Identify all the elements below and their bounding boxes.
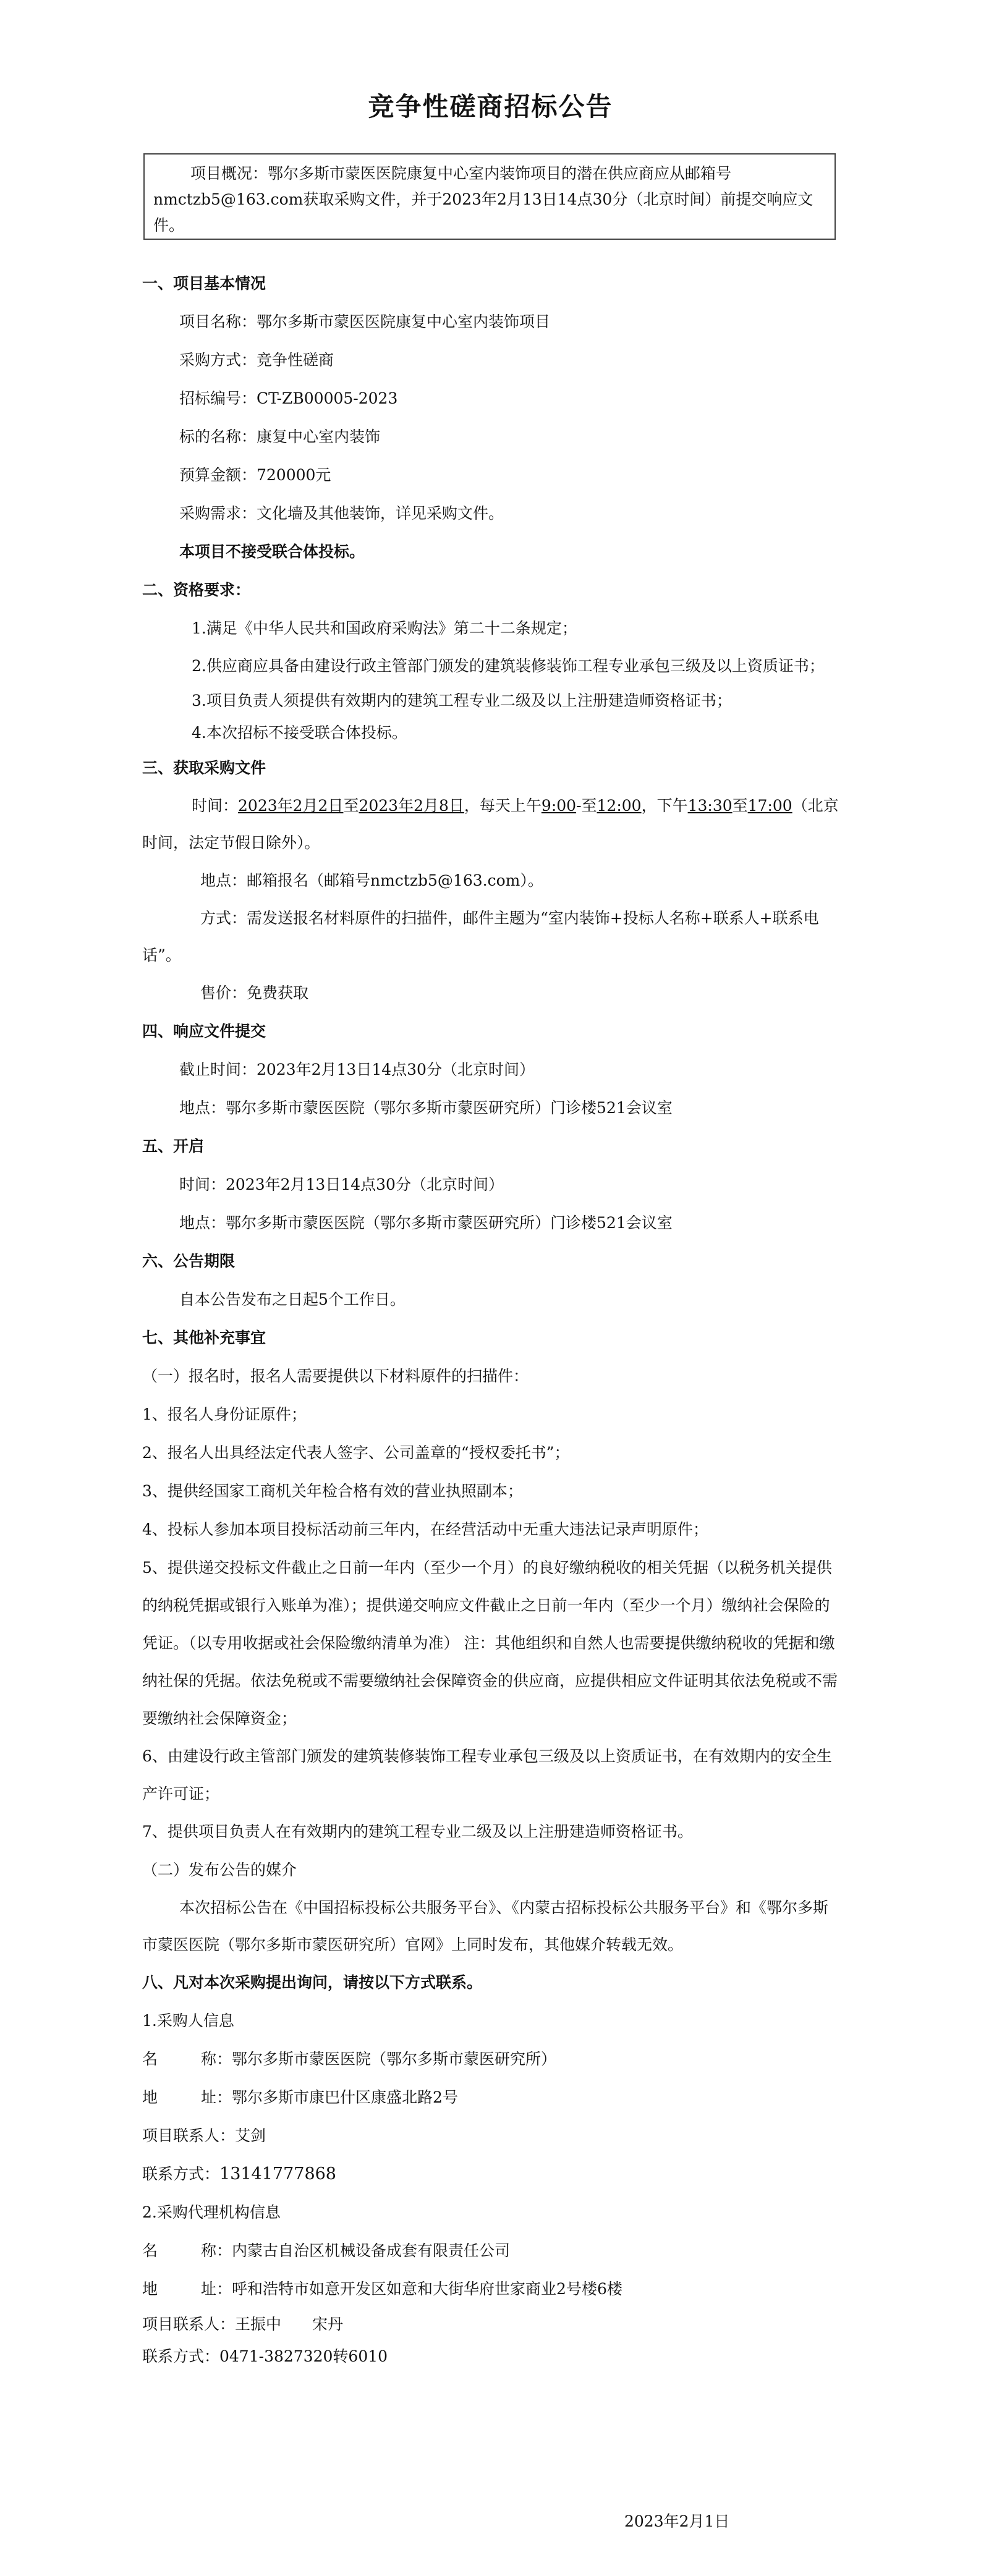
obtain-time: 时间：2023年2月2日至2023年2月8日，每天上午9:00-至12:00，下午13:30至17:00（北京时间，法定节假日除外）。 (142, 797, 839, 852)
agency-contact: 项目联系人：王振中 宋丹 (142, 2315, 344, 2333)
obtain-method: 方式：需发送报名材料原件的扫描件，邮件主题为“室内装饰+投标人名称+联系人+联系电话”。 (142, 909, 819, 964)
agency-heading: 2.采购代理机构信息 (142, 2203, 281, 2221)
submission-place: 地点：鄂尔多斯市蒙医医院（鄂尔多斯市蒙医研究所）门诊楼521会议室 (179, 1099, 673, 1117)
qualification-item: 4.本次招标不接受联合体投标。 (192, 724, 407, 742)
agency-phone: 联系方式：0471-3827320转6010 (142, 2347, 388, 2365)
section-8-heading: 八、凡对本次采购提出询问，请按以下方式联系。 (142, 1973, 483, 1991)
project-name: 项目名称：鄂尔多斯市蒙医医院康复中心室内装饰项目 (179, 313, 551, 331)
material-item: 4、投标人参加本项目投标活动前三年内，在经营活动中无重大违法记录声明原件； (142, 1520, 708, 1538)
purchaser-phone: 联系方式：13141777868 (142, 2164, 336, 2184)
material-item: 5、提供递交投标文件截止之日前一年内（至少一个月）的良好缴纳税收的相关凭据（以税务机关提供的纳税凭据或银行入账单为准）；提供递交响应文件截止之日前一年内（至少一个月）缴纳社会保险的凭证。（以专用收据或社会保险缴纳清单为准） 注：其他组织和自然人也需要提供缴纳税收的凭据和缴纳社保的凭据。依法免税或不需要缴纳社会保障资金的供应商，应提供相应文件证明其依法免税或不需要缴纳社会保障资金； (142, 1559, 838, 1727)
procurement-demand: 采购需求：文化墙及其他装饰，详见采购文件。 (179, 504, 504, 522)
purchaser-name: 名 称：鄂尔多斯市蒙医医院（鄂尔多斯市蒙医研究所） (142, 2050, 557, 2068)
page-title: 竞争性磋商招标公告 (368, 91, 613, 122)
project-summary-box: 项目概况：鄂尔多斯市蒙医医院康复中心室内装饰项目的潜在供应商应从邮箱号nmctzb5@163.com获取采购文件，并于2023年2月13日14点30分（北京时间）前提交响应文件。 (143, 153, 836, 240)
section-2-heading: 二、资格要求： (142, 581, 251, 599)
procurement-method: 采购方式：竞争性磋商 (179, 351, 334, 369)
material-item: 7、提供项目负责人在有效期内的建筑工程专业二级及以上注册建造师资格证书。 (142, 1823, 693, 1841)
subsection-heading: （二）发布公告的媒介 (142, 1861, 297, 1879)
qualification-item: 2.供应商应具备由建设行政主管部门颁发的建筑装修装饰工程专业承包三级及以上资质证书； (192, 657, 825, 675)
obtain-place: 地点：邮箱报名（邮箱号nmctzb5@163.com）。 (200, 871, 543, 889)
publication-media: 本次招标公告在《中国招标投标公共服务平台》、《内蒙古招标投标公共服务平台》和《鄂尔多斯市蒙医医院（鄂尔多斯市蒙医研究所）官网》上同时发布，其他媒介转载无效。 (142, 1899, 829, 1954)
notice-period: 自本公告发布之日起5个工作日。 (179, 1290, 406, 1308)
material-item: 2、报名人出具经法定代表人签字、公司盖章的“授权委托书”； (142, 1444, 570, 1462)
section-7-heading: 七、其他补充事宜 (142, 1329, 266, 1347)
subject-name: 标的名称：康复中心室内装饰 (179, 428, 381, 446)
bid-number: 招标编号：CT-ZB00005-2023 (179, 389, 398, 407)
agency-name: 名 称：内蒙古自治区机械设备成套有限责任公司 (142, 2242, 511, 2260)
submission-deadline: 截止时间：2023年2月13日14点30分（北京时间） (179, 1061, 535, 1078)
consortium-notice: 本项目不接受联合体投标。 (179, 543, 365, 561)
section-1-heading: 一、项目基本情况 (142, 274, 266, 292)
material-item: 6、由建设行政主管部门颁发的建筑装修装饰工程专业承包三级及以上资质证书，在有效期内的安全生产许可证； (142, 1747, 832, 1803)
obtain-price: 售价：免费获取 (200, 984, 309, 1002)
section-3-heading: 三、获取采购文件 (142, 759, 266, 777)
budget-amount: 预算金额：720000元 (179, 466, 331, 484)
opening-place: 地点：鄂尔多斯市蒙医医院（鄂尔多斯市蒙医研究所）门诊楼521会议室 (179, 1214, 673, 1232)
purchaser-heading: 1.采购人信息 (142, 2012, 234, 2030)
section-6-heading: 六、公告期限 (142, 1252, 236, 1270)
purchaser-contact: 项目联系人：艾剑 (142, 2127, 266, 2145)
agency-address: 地 址：呼和浩特市如意开发区如意和大街华府世家商业2号楼6楼 (142, 2280, 622, 2298)
subsection-heading: （一）报名时，报名人需要提供以下材料原件的扫描件： (142, 1367, 529, 1385)
section-4-heading: 四、响应文件提交 (142, 1022, 266, 1040)
announcement-body (142, 265, 841, 2373)
announcement-date: 2023年2月1日 (624, 2512, 730, 2530)
opening-time: 时间：2023年2月13日14点30分（北京时间） (179, 1176, 504, 1193)
section-5-heading: 五、开启 (142, 1137, 205, 1155)
qualification-item: 3.项目负责人须提供有效期内的建筑工程专业二级及以上注册建造师资格证书； (192, 692, 732, 710)
purchaser-address: 地 址：鄂尔多斯市康巴什区康盛北路2号 (142, 2088, 458, 2106)
qualification-item: 1.满足《中华人民共和国政府采购法》第二十二条规定； (192, 619, 577, 637)
material-item: 1、报名人身份证原件； (142, 1405, 307, 1423)
material-item: 3、提供经国家工商机关年检合格有效的营业执照副本； (142, 1482, 523, 1500)
